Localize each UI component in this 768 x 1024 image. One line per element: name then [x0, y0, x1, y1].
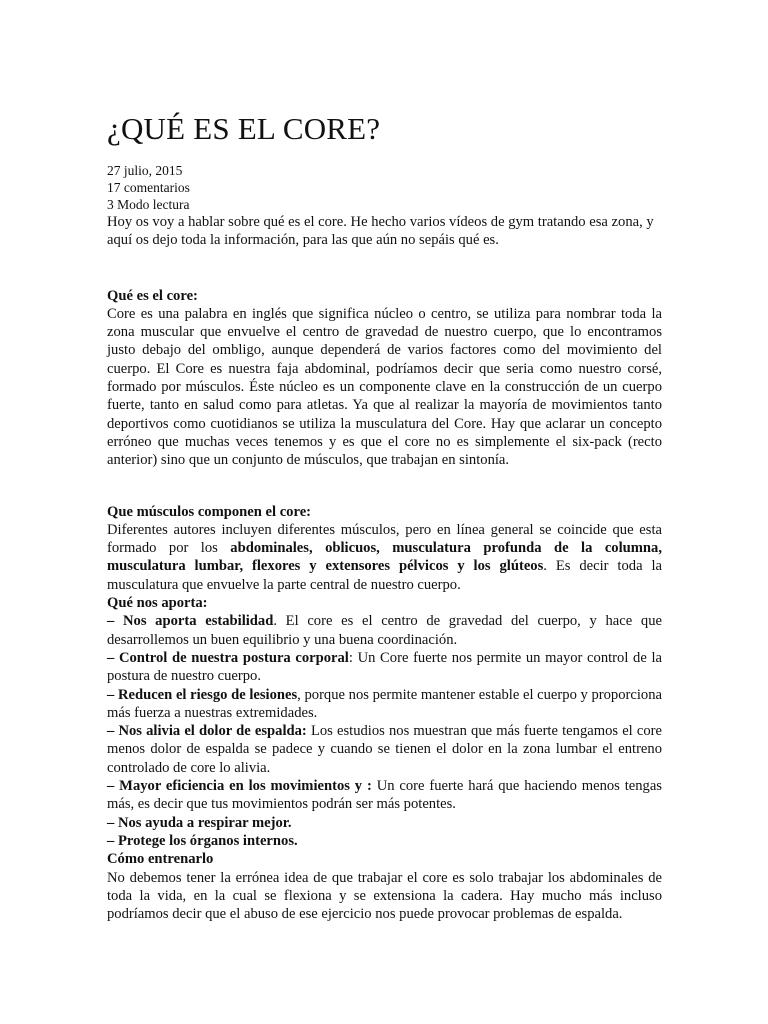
section-heading-what-is-core: Qué es el core: — [107, 287, 198, 304]
reading-mode: 3 Modo lectura — [107, 197, 190, 212]
section-heading-muscles: Que músculos componen el core: — [107, 503, 312, 520]
section-body-training: No debemos tener la errónea idea de que trabajar el core es solo trabajar los abdominales de toda la vida, en la cual se flexiona y se extensiona la cadera. Hay mucho más incluso podríamos decir que el abuso de ese ejercicio nos puede provocar problemas de espalda. — [107, 869, 662, 923]
muscles-intro-text: Diferentes autores incluyen diferentes músculos, pero en línea general se coincide que esta formado por los — [107, 521, 662, 557]
benefit-title: – Nos ayuda a respirar mejor. — [107, 814, 292, 831]
benefit-item — [107, 777, 662, 814]
section-heading-training: Cómo entrenarlo — [107, 851, 214, 868]
muscles-list-text: abdominales, oblicuos, musculatura profunda de la columna, musculatura lumbar, flexores y extensores pélvicos y los glúteos — [107, 540, 662, 575]
benefit-item — [107, 832, 662, 850]
benefits-list — [107, 612, 662, 850]
benefit-item — [107, 722, 662, 777]
benefit-title: – Nos alivia el dolor de espalda: — [107, 723, 307, 740]
section-body-what-is-core: Core es una palabra en inglés que significa núcleo o centro, se utiliza para nombrar toda la zona muscular que envuelve el centro de gravedad de nuestro cuerpo, que lo encontramos justo debajo del ombligo, aunque dependerá de varios factores como del movimiento del cuerpo. El Core es nuestra faja abdominal, podríamos decir que seria como nuestro corsé, formado por músculos. Éste núcleo es un componente clave en la construcción de un cuerpo fuerte, tanto en salud como para atletas. Ya que al realizar la mayoría de movimientos tanto deportivos como cuotidianos se utiliza la musculatura del Core. Hay que aclarar un concepto erróneo que muchas veces tenemos y es que el core no es simplemente el six-pack (recto anterior) sino que un conjunto de músculos, que trabajan en sintonía. — [107, 305, 662, 469]
benefit-title: – Nos aporta estabilidad — [107, 613, 274, 630]
benefit-item — [107, 649, 662, 686]
benefit-text: , porque nos permite mantener estable el cuerpo y proporciona más fuerza a nuestras extremidades. — [107, 686, 662, 721]
section-heading-benefits: Qué nos aporta: — [107, 595, 208, 612]
post-date: 27 julio, 2015 — [107, 163, 183, 178]
benefit-title: – Protege los órganos internos. — [107, 832, 298, 849]
benefit-title: – Mayor eficiencia en los movimientos y : — [107, 778, 372, 795]
benefit-text: . El core es el centro de gravedad del cuerpo, y hace que desarrollemos un buen equilibrio y una buena coordinación. — [107, 613, 662, 648]
muscles-outro-text: . Es decir toda la musculatura que envuelve la parte central de nuestro cuerpo. — [107, 558, 662, 593]
comment-count: 17 comentarios — [107, 180, 190, 195]
benefit-text: Los estudios nos muestran que más fuerte tengamos el core menos dolor de espalda se padece y cuando se tienen el dolor en la zona lumbar el entreno controlado de core lo alivia. — [107, 723, 662, 776]
intro-paragraph: Hoy os voy a hablar sobre qué es el core. He hecho varios vídeos de gym tratando esa zona, y aquí os dejo toda la información, para las que aún no sepáis qué es. — [107, 214, 654, 249]
benefit-text: : Un Core fuerte nos permite un mayor control de la postura de nuestro cuerpo. — [107, 649, 662, 685]
benefit-title: – Reducen el riesgo de lesiones — [107, 686, 298, 703]
benefit-text: Un core fuerte hará que haciendo menos tengas más, es decir que tus movimientos podrán ser más potentes. — [107, 778, 662, 813]
article — [107, 110, 662, 923]
benefit-item — [107, 686, 662, 723]
page-title: ¿QUÉ ES EL CORE? — [107, 111, 381, 146]
section-body-muscles — [107, 521, 662, 594]
benefit-title: – Control de nuestra postura corporal — [107, 649, 349, 666]
benefit-item — [107, 612, 662, 649]
benefit-item — [107, 814, 662, 832]
